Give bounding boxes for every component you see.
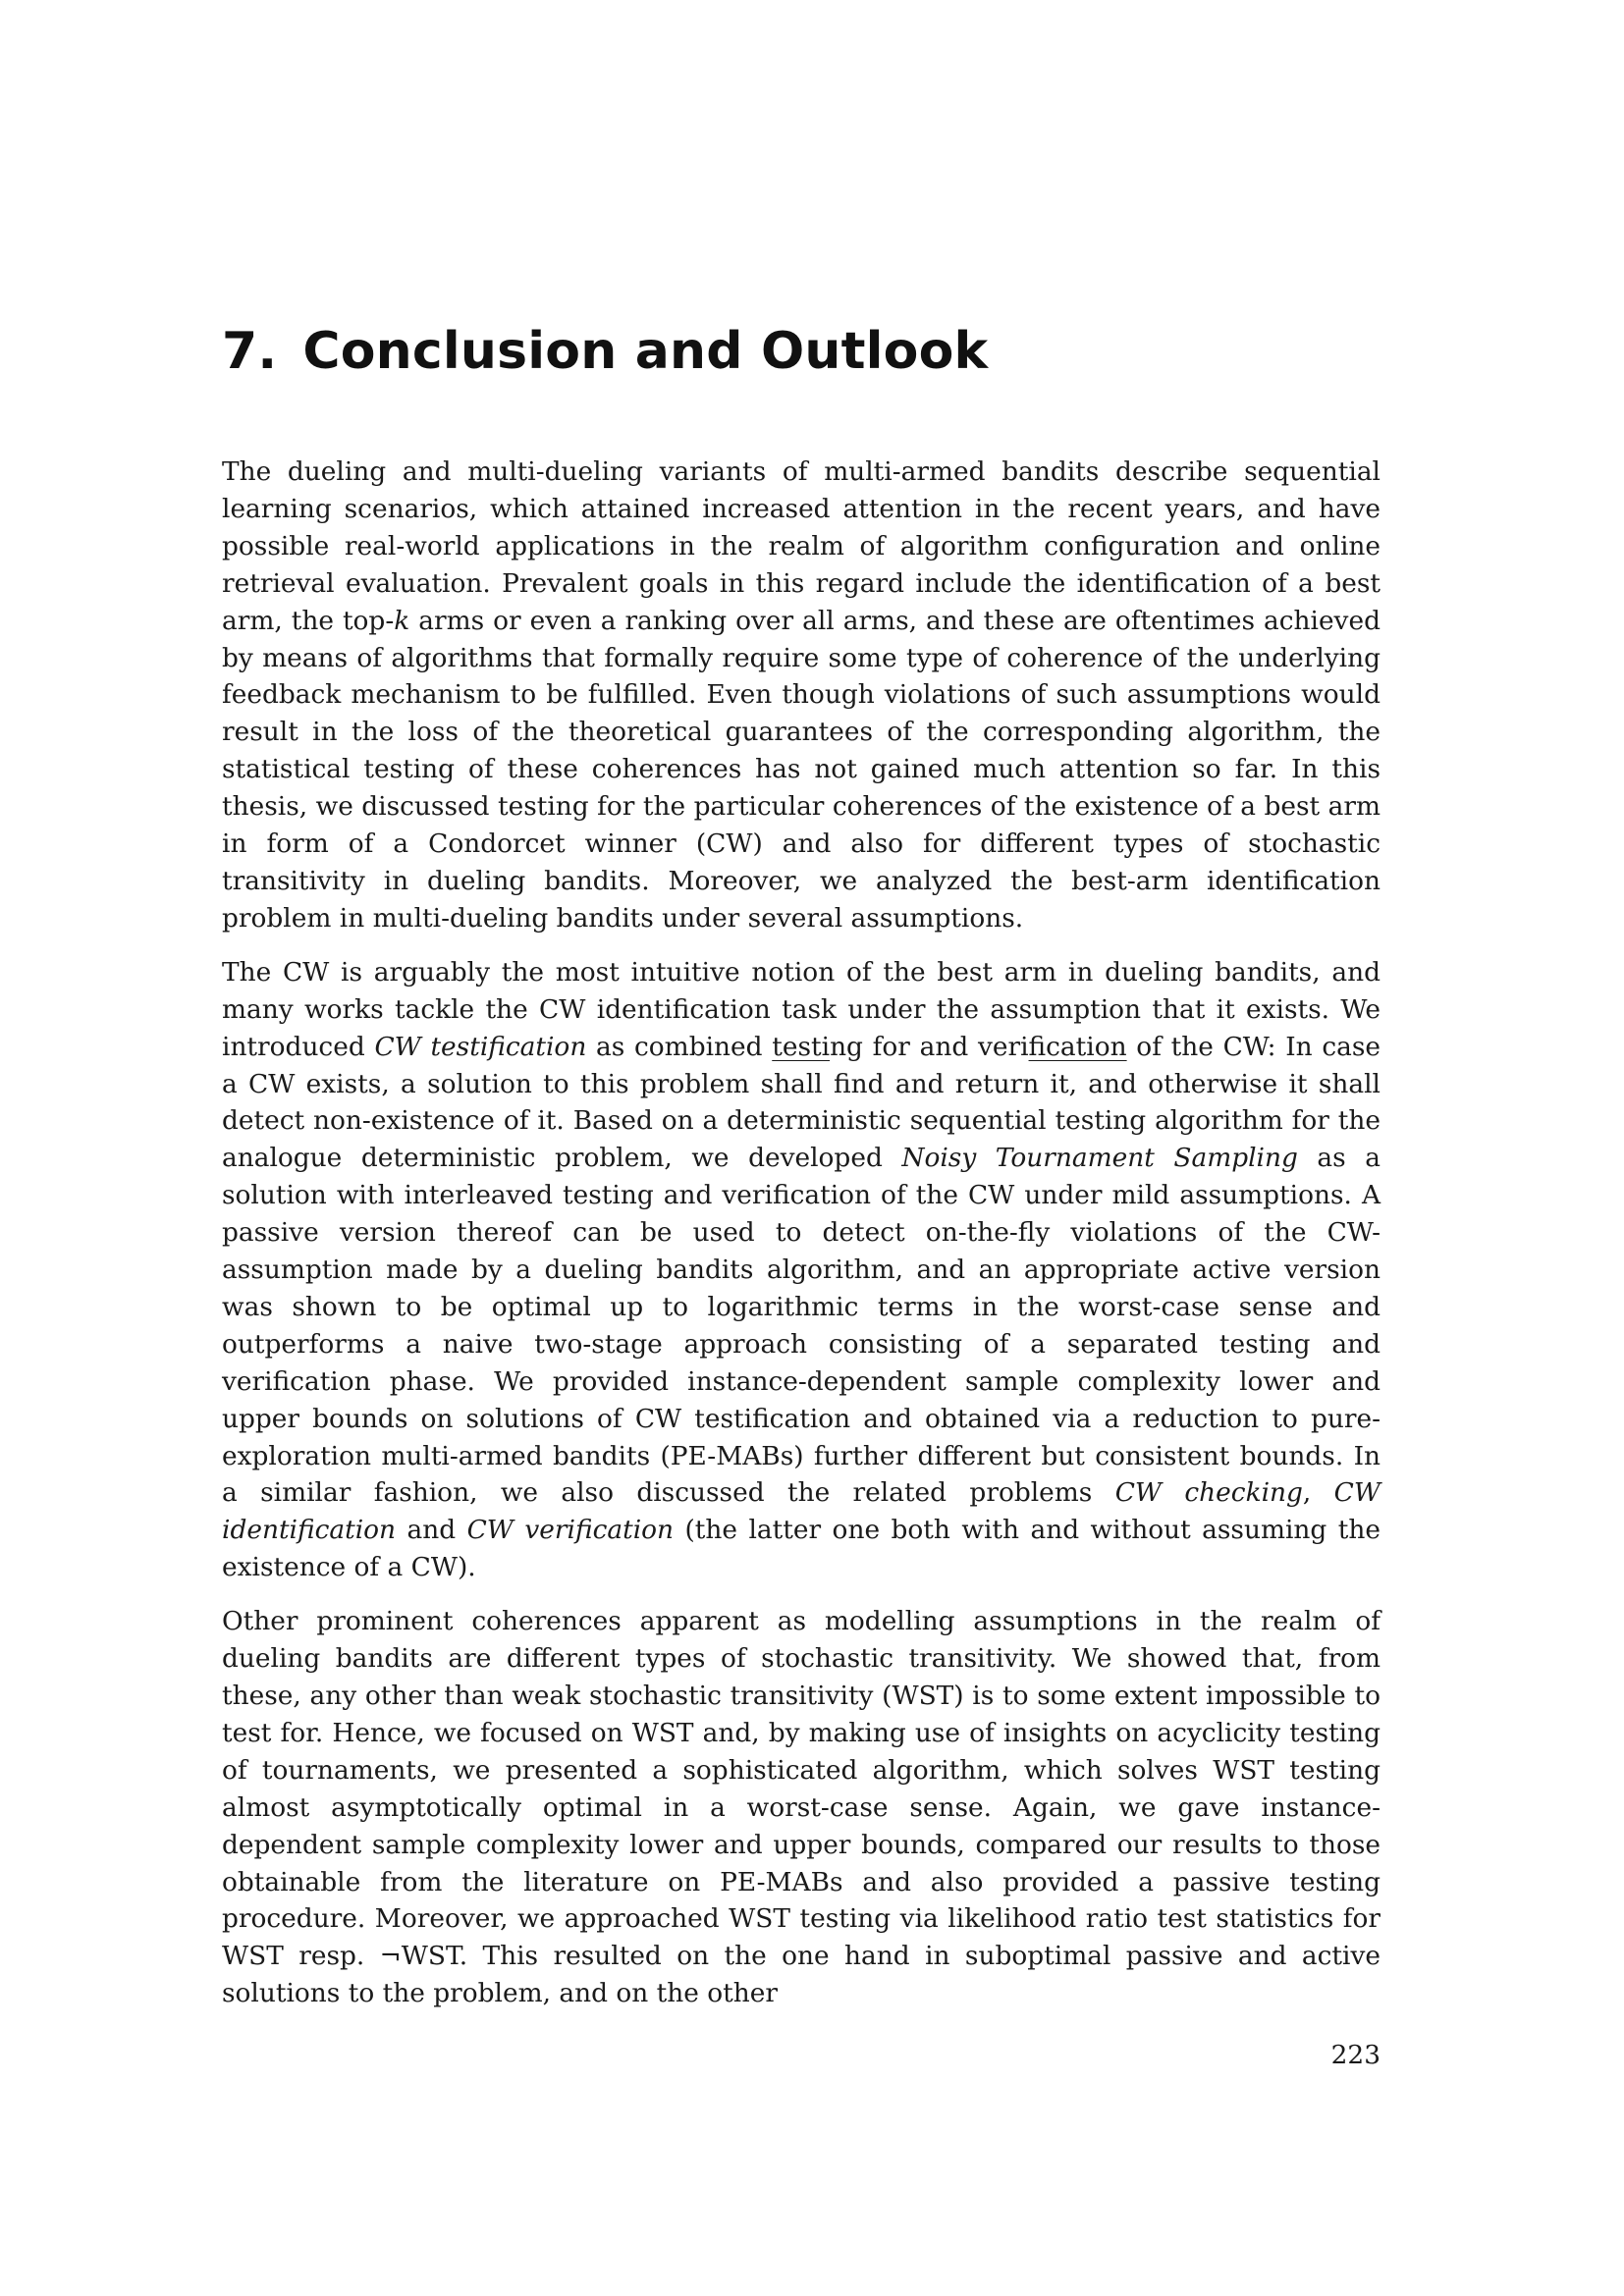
text-run: as combined	[586, 1031, 773, 1062]
text-run: as a solution with interleaved testing and verification of the CW under mild assumptions. A passive version thereof can be used to detect on-the-fly violations of the CW-assumption made by a dueling bandits algorithm, and an appropriate active version was shown to be optimal up to logarithmic terms in the worst-case sense and outperforms a naive two-stage approach consisting of a separated testing and verification phase. We provided instance-dependent sample complexity lower and upper bounds on solutions of CW testification and obtained via a reduction to pure-exploration multi-armed bandits (PE-MABs) further different but consistent bounds. In a similar fashion, we also discussed the related problems	[222, 1143, 1380, 1509]
chapter-number: 7.	[222, 322, 278, 381]
text-run: of the CW: In case a CW exists, a solution to this problem shall find and return it, and otherwise it shall detect non-existence of it. Based on a deterministic sequential testing algorithm for the analogue deterministic problem, we developed	[222, 1031, 1380, 1174]
text-run: Other prominent coherences apparent as modelling assumptions in the realm of dueling bandits are different types of stochastic transitivity. We showed that, from these, any other than weak stochastic transitivity (WST) is to some extent impossible to test for. Hence, we focused on WST and, by making use of insights on acyclicity testing of tournaments, we presented a sophisticated algorithm, which solves WST testing almost asymptotically optimal in a worst-case sense. Again, we gave instance-dependent sample complexity lower and upper bounds, compared our results to those obtainable from the literature on PE-MABs and also provided a passive testing procedure. Moreover, we approached WST testing via likelihood ratio test statistics for WST resp. ¬WST. This resulted on the one hand in suboptimal passive and active solutions to the problem, and on the other	[222, 1606, 1380, 2009]
text-run: The dueling and multi-dueling variants of multi-armed bandits describe sequential learning scenarios, which attained increased attention in the recent years, and have possible real-world applications in the realm of algorithm configuration and online retrieval evaluation. Prevalent goals in this regard include the identification of a best arm, the top-	[222, 456, 1380, 636]
underlined-fication: fication	[1028, 1031, 1127, 1062]
text-run: ,	[1302, 1477, 1334, 1509]
underlined-testi: testi	[772, 1031, 831, 1062]
text-run: The CW is arguably the most intuitive notion of the best arm in dueling bandits, and many works tackle the CW identification task under the assumption that it exists. We introduced	[222, 956, 1380, 1062]
text-run: and	[396, 1515, 467, 1546]
text-run: arms or even a ranking over all arms, and these are oftentimes achieved by means of algorithms that formally require some type of coherence of the underlying feedback mechanism to be fulfilled. Even though violations of such assumptions would result in the loss of the theoretical guarantees of the corresponding algorithm, the statistical testing of these coherences has not gained much attention so far. In this thesis, we discussed testing for the particular coherences of the existence of a best arm in form of a Condorcet winner (CW) and also for different types of stochastic transitivity in dueling bandits. Moreover, we analyzed the best-arm identification problem in multi-dueling bandits under several assumptions.	[222, 605, 1380, 934]
text-run: ng for and veri	[830, 1031, 1029, 1062]
term-cw-verification: CW verification	[466, 1515, 675, 1546]
term-cw-checking: CW checking	[1114, 1477, 1303, 1509]
page	[222, 0, 1380, 2296]
chapter-title	[222, 322, 988, 381]
text-run: (the latter one both with and without assuming the existence of a CW).	[222, 1515, 1381, 1583]
chapter-title-text: Conclusion and Outlook	[302, 322, 989, 381]
page-number: 223	[1330, 2040, 1380, 2070]
term-noisy-tournament-sampling: Noisy Tournament Sampling	[901, 1143, 1298, 1174]
term-cw-testification: CW testification	[374, 1031, 587, 1062]
math-variable-k: k	[394, 605, 410, 636]
term-cw-identification: CW identification	[222, 1477, 1380, 1546]
paragraph-intro	[222, 454, 1380, 937]
paragraph-stochastic-transitivity	[222, 1603, 1380, 2012]
chapter-body	[222, 454, 1380, 2012]
paragraph-cw-testification	[222, 954, 1380, 1586]
